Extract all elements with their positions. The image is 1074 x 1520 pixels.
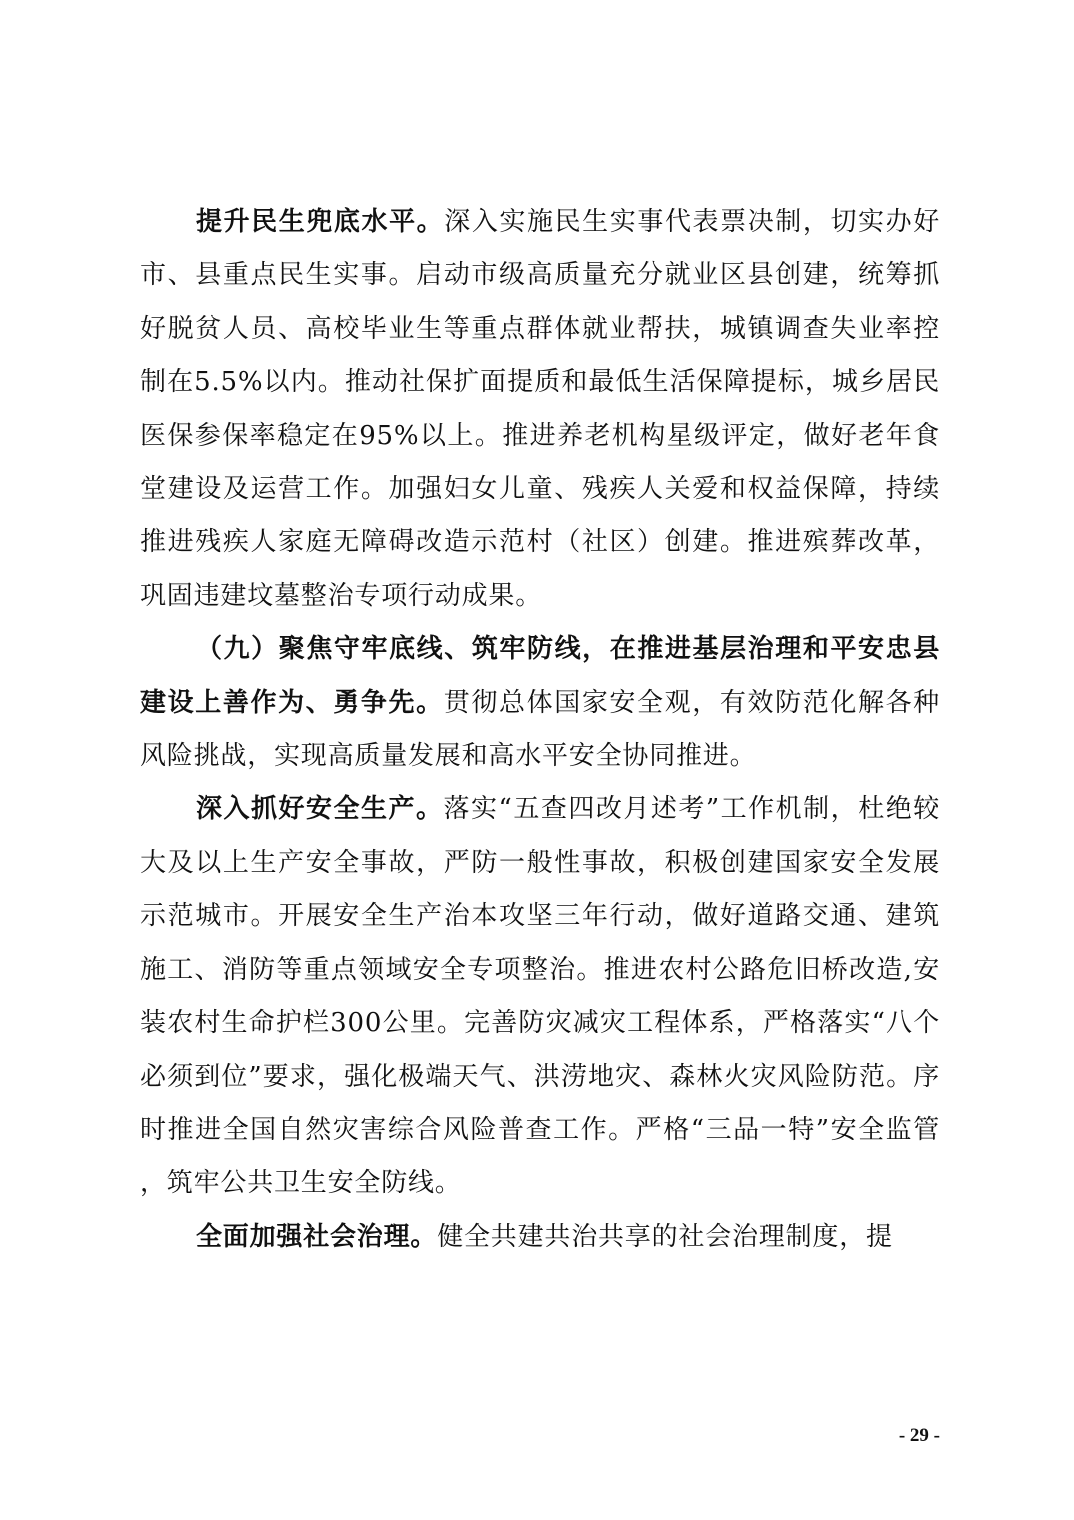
- paragraph-lead: 提升民生兜底水平。: [196, 207, 445, 237]
- paragraph-lead: 全面加强社会治理。: [196, 1221, 438, 1252]
- page-number: - 29 -: [898, 1425, 940, 1446]
- paragraph-body: 健全共建共治共享的社会治理制度，提: [437, 1221, 893, 1252]
- paragraph-social-governance: [140, 1211, 940, 1264]
- paragraph-body: 落实“五查四改月述考”工作机制，杜绝较大及以上生产安全事故，严防一般性事故，积极创建国家安全发展示范城市。开展安全生产治本攻坚三年行动，做好道路交通、建筑施工、消防等重点领域安全专项整治。推进农村公路危旧桥改造,安装农村生命护栏300公里。完善防灾减灾工程体系，严格落实“八个必须到位”要求，强化极端天气、洪涝地灾、森林火灾风险防范。序时推进全国自然灾害综合风险普查工作。严格“三品一特”安全监管，筑牢公共卫生安全防线。: [140, 794, 940, 1199]
- paragraph-livelihood: [140, 196, 940, 623]
- paragraph-safety-production: [140, 783, 940, 1210]
- section-heading: （九）聚焦守牢底线、筑牢防线，在推进基层治理和平安忠县建设上善作为、勇争先。: [140, 634, 940, 718]
- paragraph-lead: 深入抓好安全生产。: [196, 794, 444, 825]
- document-body: [140, 196, 940, 1264]
- paragraph-section-nine: [140, 623, 940, 783]
- paragraph-body: 深入实施民生实事代表票决制，切实办好市、县重点民生实事。启动市级高质量充分就业区县创建，统筹抓好脱贫人员、高校毕业生等重点群体就业帮扶，城镇调查失业率控制在5.5%以内。推动社保扩面提质和最低生活保障提标，城乡居民医保参保率稳定在95%以上。推进养老机构星级评定，做好老年食堂建设及运营工作。加强妇女儿童、残疾人关爱和权益保障，持续推进残疾人家庭无障碍改造示范村（社区）创建。推进殡葬改革，巩固违建坟墓整治专项行动成果。: [140, 207, 940, 611]
- paragraph-body: 贯彻总体国家安全观，有效防范化解各种风险挑战，实现高质量发展和高水平安全协同推进。: [140, 687, 940, 772]
